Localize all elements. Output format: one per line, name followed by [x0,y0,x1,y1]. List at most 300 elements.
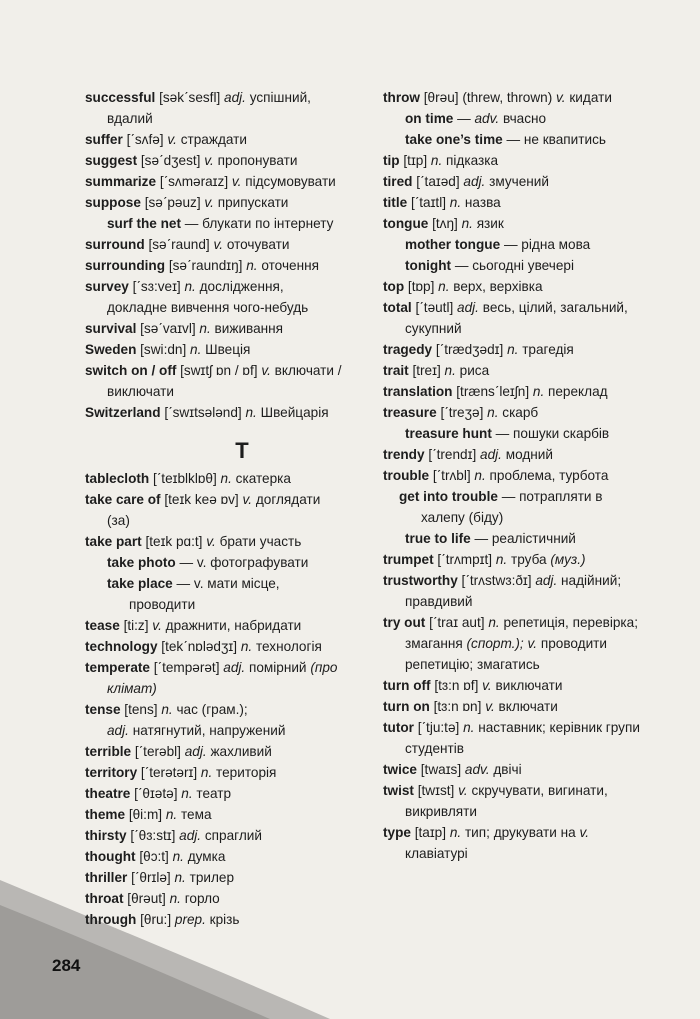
translation: театр [196,786,232,801]
pronunciation: [θrəu] (threw, thrown) [423,90,553,105]
headword: type [383,825,411,840]
translation: підсумовувати [245,174,336,189]
part-of-speech: n. [488,615,500,630]
translation: трилер [189,870,235,885]
translation: докладне вивчення чого-небудь [107,300,309,315]
translation: спраглий [204,828,262,843]
dictionary-entry [85,615,377,636]
headword: trustworthy [383,573,458,588]
continuation [383,633,683,654]
dictionary-entry [85,699,377,741]
translation: наставник; керівник групи [478,720,640,735]
dictionary-entry [383,339,683,360]
pronunciation: [səˊraund] [148,237,210,252]
dictionary-entry [85,318,377,339]
part-of-speech: v. [556,90,566,105]
headword: trait [383,363,409,378]
translation: — реалістичний [474,531,576,546]
headword: on time [405,111,454,126]
part-of-speech: n. [487,405,499,420]
pronunciation: [ti:z] [123,618,149,633]
translation: скручувати, вигинати, [471,783,608,798]
part-of-speech: n. [507,342,519,357]
part-of-speech: n. [246,258,258,273]
part-of-speech: n. [172,849,184,864]
headword: trumpet [383,552,434,567]
part-of-speech: v. [206,534,216,549]
dictionary-entry [85,804,377,825]
dictionary-entry [383,444,683,465]
headword: suffer [85,132,123,147]
part-of-speech: prep. [174,912,206,927]
dictionary-entry [85,234,377,255]
continuation [383,843,683,864]
pronunciation: [səkˊsesfl] [159,90,221,105]
translation: репетиція, перевірка; [503,615,639,630]
pronunciation: [ˊtrʌbl] [432,468,471,483]
translation: — v. мати місце, [176,576,280,591]
dictionary-entry [85,360,377,402]
part-of-speech: adj. [224,90,246,105]
dictionary-entry [85,531,377,552]
headword: turn on [383,699,430,714]
translation: труба [510,552,547,567]
translation: жахливий [210,744,272,759]
pronunciation: [ˊtju:tə] [417,720,460,735]
dictionary-entry [383,780,683,822]
headword: trendy [383,447,425,462]
translation: підказка [446,153,499,168]
part-of-speech: n. [444,363,456,378]
part-of-speech: n. [190,342,202,357]
translation: доглядати [255,492,321,507]
dictionary-entry [85,468,377,489]
dictionary-entry [383,150,683,171]
subentry [383,129,683,150]
translation: — сьогодні увечері [454,258,574,273]
part-of-speech: n. [461,216,473,231]
dictionary-entry [85,150,377,171]
part-of-speech: n. [449,825,462,840]
pronunciation: [θrəut] [127,891,166,906]
pronunciation: [ˊtrædʒədɪ] [435,342,504,357]
pronunciation: [teɪk pɑ:t] [145,534,203,549]
part-of-speech: v. [458,783,468,798]
translation: халепу (біду) [421,510,504,525]
page-number: 284 [52,956,81,975]
headword: take photo [107,555,176,570]
pronunciation: [tens] [124,702,158,717]
translation: переклад [548,384,608,399]
translation: помірний [248,660,307,675]
headword: surround [85,237,145,252]
continuation [383,738,683,759]
dictionary-entry [85,783,377,804]
part-of-speech: adj. [223,660,246,675]
translation: друкувати на [493,825,576,840]
pronunciation: [ˊswɪtsələnd] [164,405,242,420]
headword: successful [85,90,156,105]
part-of-speech: adv. [464,762,490,777]
continuation [85,381,377,402]
pronunciation: [ˊθɪətə] [134,786,178,801]
headword: try out [383,615,426,630]
dictionary-entry [85,339,377,360]
subentry [383,234,683,255]
dictionary-entry [85,171,377,192]
headword: translation [383,384,453,399]
dictionary-entry [85,636,377,657]
part-of-speech: n. [165,807,178,822]
headword: territory [85,765,138,780]
continuation [85,510,377,531]
translation: репетицію; змагатись [405,657,540,672]
translation: включати [498,699,558,714]
continuation [383,591,683,612]
translation: успішний, [249,90,311,105]
translation: сукупний [405,321,462,336]
dictionary-entry [85,129,377,150]
headword: tease [85,618,120,633]
dictionary-entry [383,402,683,423]
translation: двічі [493,762,522,777]
part-of-speech: n. [438,279,450,294]
dictionary-entry [85,741,377,762]
translation: трагедія [522,342,574,357]
translation: змагання [405,636,463,651]
pronunciation: [səˊdʒest] [140,153,201,168]
note: (спорт.); [466,636,524,651]
pronunciation: [ˊtrʌstwɜ:ðɪ] [461,573,532,588]
translation: проблема, турбота [489,468,609,483]
part-of-speech: v. [152,618,162,633]
part-of-speech: n. [220,471,232,486]
headword: trouble [383,468,430,483]
translation: — рідна мова [503,237,591,252]
pronunciation: [ˊteɪblklɒθ] [152,471,217,486]
translation: Швеція [205,342,251,357]
headword: get into trouble [399,489,498,504]
translation: виживання [214,321,284,336]
part-of-speech: n. [181,786,193,801]
pronunciation: [tɜ:n ɒn] [433,699,482,714]
dictionary-entry [383,87,683,108]
headword: take one’s time [405,132,503,147]
headword: tense [85,702,121,717]
translation: модний [505,447,553,462]
headword: tip [383,153,400,168]
pronunciation: [ˊterətərɪ] [140,765,198,780]
headword: summarize [85,174,157,189]
part-of-speech: n. [474,468,486,483]
translation: — блукати по інтернету [184,216,334,231]
headword: true to life [405,531,471,546]
headword: tutor [383,720,414,735]
part-of-speech: n. [430,153,443,168]
headword: tablecloth [85,471,150,486]
translation: скатерка [235,471,291,486]
note: (муз.) [550,552,586,567]
dictionary-entry [383,360,683,381]
part-of-speech: adj. [184,744,207,759]
pronunciation: [tɒp] [407,279,435,294]
translation: — [457,111,471,126]
dictionary-entry [383,276,683,297]
pronunciation: [taɪp] [414,825,447,840]
part-of-speech: n. [200,765,213,780]
translation: назва [464,195,501,210]
dictionary-entry [85,276,377,318]
headword: thought [85,849,136,864]
subentry [383,528,683,549]
headword: theme [85,807,126,822]
headword: mother tongue [405,237,501,252]
part-of-speech: v. [167,132,177,147]
translation: тип; [464,825,490,840]
headword: Sweden [85,342,137,357]
pronunciation: [ˊsʌfə] [126,132,164,147]
translation: страждати [180,132,247,147]
dictionary-entry [85,867,377,888]
dictionary-entry [383,381,683,402]
note: adv. [474,111,500,126]
part-of-speech: v. [213,237,224,252]
dictionary-entry [383,675,683,696]
translation: — v. фотографувати [179,555,309,570]
dictionary-entry [85,489,377,531]
pronunciation: [θru:] [140,912,172,927]
headword: top [383,279,405,294]
continuation [85,297,377,318]
pronunciation: [teɪk keə ɒv] [164,492,239,507]
headword: temperate [85,660,150,675]
translation: думка [187,849,226,864]
pronunciation: [ˊtreʒə] [440,405,484,420]
pronunciation: [swɪtʃ ɒn / ɒf] [180,363,258,378]
right-column [383,87,683,864]
part-of-speech: n. [184,279,196,294]
headword: thriller [85,870,128,885]
part-of-speech: v. [204,195,214,210]
pronunciation: [tekˊnɒlədʒɪ] [161,639,238,654]
translation: дослідження, [199,279,284,294]
part-of-speech: adj. [535,573,558,588]
pronunciation: [θɔ:t] [139,849,169,864]
headword: treasure hunt [405,426,492,441]
headword: through [85,912,137,927]
translation: дражнити, набридати [165,618,302,633]
part-of-speech: n. [449,195,462,210]
translation: викривляти [405,804,477,819]
headword: switch on / off [85,363,177,378]
dictionary-entry [383,549,683,570]
headword: twice [383,762,417,777]
pronunciation: [tɪp] [403,153,428,168]
translation: надійний; [561,573,622,588]
dictionary-entry [85,192,377,213]
headword: theatre [85,786,131,801]
dictionary-entry [383,171,683,192]
headword: throat [85,891,124,906]
translation: — потрапляти в [501,489,603,504]
dictionary-entry [383,759,683,780]
headword: tongue [383,216,429,231]
headword: total [383,300,412,315]
translation: клавіатурі [405,846,468,861]
subentry [383,108,683,129]
subentry [85,213,377,234]
headword: surf the net [107,216,182,231]
headword: surrounding [85,258,166,273]
dictionary-entry [383,213,683,234]
translation: оточувати [226,237,290,252]
translation: — не квапитись [506,132,606,147]
translation: змучений [489,174,549,189]
headword: turn off [383,678,431,693]
pronunciation: [ˊtaɪəd] [416,174,460,189]
translation: Швейцарія [260,405,329,420]
continuation [85,678,377,699]
pronunciation: [səˊraundɪŋ] [168,258,243,273]
pronunciation: [səˊvaɪvl] [140,321,196,336]
continuation [383,654,683,675]
dictionary-entry [85,825,377,846]
pronunciation: [tʌŋ] [432,216,458,231]
part-of-speech: n. [463,720,475,735]
entries-t [85,468,377,930]
pronunciation: [ˊtaɪtl] [410,195,447,210]
headword: technology [85,639,158,654]
dictionary-entry [383,612,683,675]
continuation [383,318,683,339]
translation: (за) [107,513,130,528]
translation: язик [476,216,504,231]
continuation [85,720,377,741]
part-of-speech: n. [495,552,508,567]
translation: скарб [502,405,539,420]
translation: весь, цілий, загальний, [482,300,628,315]
headword: terrible [85,744,132,759]
entries-s [85,87,377,423]
pronunciation: [twaɪs] [420,762,462,777]
translation: верх, верхівка [453,279,543,294]
headword: suggest [85,153,138,168]
headword: tragedy [383,342,433,357]
part-of-speech: n. [199,321,211,336]
part-of-speech: v. [231,174,242,189]
note: клімат) [107,681,157,696]
subentry [383,486,683,528]
dictionary-entry [85,87,377,129]
part-of-speech: v. [242,492,253,507]
headword: tonight [405,258,452,273]
headword: tired [383,174,413,189]
dictionary-entry [383,465,683,486]
continuation [399,507,683,528]
translation: включати / [274,363,342,378]
subentry [85,573,377,615]
pronunciation: [ˊterəbl] [134,744,181,759]
part-of-speech: n. [161,702,173,717]
pronunciation: [ˊtempərət] [153,660,220,675]
translation: вдалий [107,111,153,126]
translation: — пошуки скарбів [495,426,610,441]
translation: тема [180,807,212,822]
translation: виключати [495,678,563,693]
part-of-speech: n. [174,870,186,885]
dictionary-entry [85,762,377,783]
part-of-speech: v. [485,699,495,714]
translation: пропонувати [217,153,298,168]
dictionary-entry [383,822,683,864]
headword: thirsty [85,828,127,843]
headword: survey [85,279,129,294]
dictionary-entry [85,846,377,867]
translation: правдивий [405,594,473,609]
continuation [85,108,377,129]
part-of-speech: v. [482,678,492,693]
dictionary-entry [85,402,377,423]
headword: take part [85,534,142,549]
continuation [383,801,683,822]
pronunciation: [swi:dn] [140,342,187,357]
translation: натягнутий, напружений [132,723,286,738]
headword: treasure [383,405,437,420]
headword: take place [107,576,173,591]
dictionary-entry [383,717,683,759]
part-of-speech: adj. [463,174,486,189]
pronunciation: [trænsˊleɪʃn] [456,384,530,399]
part-of-speech: adj. [480,447,502,462]
pronunciation: [ˊtəutl] [415,300,454,315]
dictionary-entry [383,192,683,213]
pronunciation: [twɪst] [417,783,455,798]
part-of-speech: n. [532,384,545,399]
part-of-speech: adj. [457,300,479,315]
part-of-speech: adj. [179,828,202,843]
translation: вчасно [502,111,547,126]
pronunciation: [θi:m] [128,807,163,822]
headword: title [383,195,408,210]
section-letter: T [235,438,249,463]
translation: територія [216,765,277,780]
subentry [383,255,683,276]
translation: горло [184,891,220,906]
headword: Switzerland [85,405,161,420]
translation: виключати [107,384,174,399]
dictionary-entry [85,657,377,699]
dictionary-entry [85,909,377,930]
subentry [383,423,683,444]
headword: suppose [85,195,141,210]
headword: survival [85,321,137,336]
dictionary-entry [383,696,683,717]
dictionary-entry [383,570,683,612]
pronunciation: [səˊpəuz] [144,195,201,210]
translation: технологія [255,639,322,654]
part-of-speech: n. [169,891,181,906]
pronunciation: [ˊsɜ:veɪ] [132,279,181,294]
pronunciation: [tɜ:n ɒf] [434,678,479,693]
pronunciation: [ˊtrʌmpɪt] [437,552,493,567]
pronunciation: [ˊθɜ:stɪ] [130,828,176,843]
translation: брати участь [219,534,302,549]
headword: throw [383,90,420,105]
translation: кидати [569,90,612,105]
part-of-speech: v. [579,825,590,840]
headword: take care of [85,492,161,507]
headword: twist [383,783,414,798]
